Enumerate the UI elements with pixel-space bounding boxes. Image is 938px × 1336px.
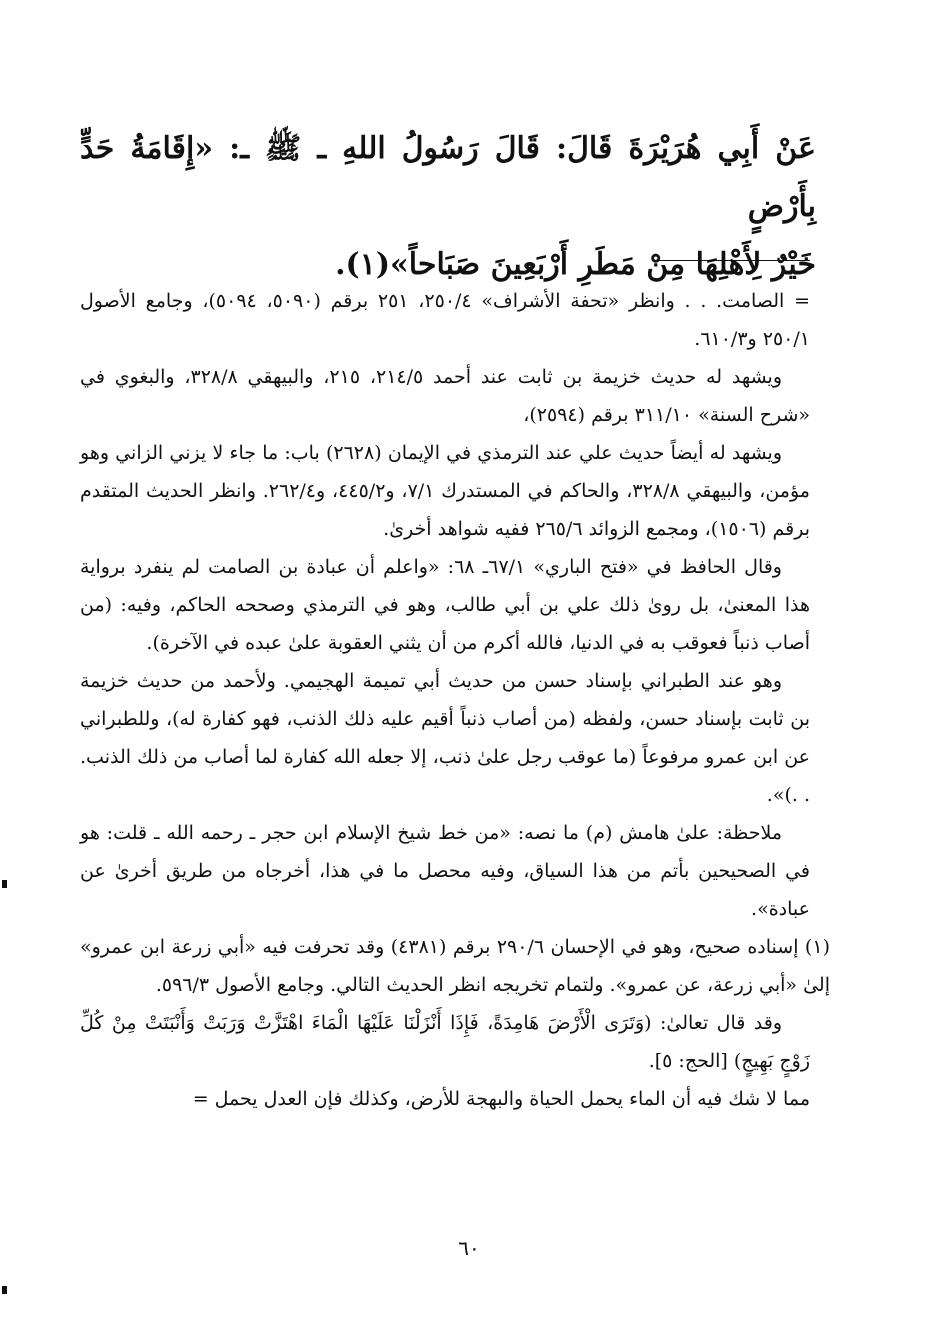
note-paragraph: ويشهد له أيضاً حديث علي عند الترمذي في الإيمان (٢٦٢٨) باب: ما جاء لا يزني الزاني وهو مؤمن، والبيهقي ٣٢٨/٨، والحاكم في المستدرك ٧/١، و٤٤٥/٢، و٢٦٢/٤. وانظر الحديث المتقدم برقم (١٥٠٦)، ومجمع الزوائد ٢٦٥/٦ ففيه شواهد أخرىٰ. (80, 442, 810, 540)
scan-mark (2, 1286, 7, 1294)
note-paragraph: وقد قال تعالىٰ: (وَتَرَى الْأَرْضَ هَامِدَةً، فَإِذَا أَنْزَلْنَا عَلَيْهَا الْمَاءَ اهْتَزَّتْ وَرَبَتْ وَأَنْبَتَتْ مِنْ كُلِّ زَوْجٍ بَهِيجٍ) [الحج: ٥]. (80, 1012, 810, 1072)
note-paragraph: مما لا شك فيه أن الماء يحمل الحياة والبهجة للأرض، وكذلك فإن العدل يحمل = (192, 1088, 810, 1110)
note-paragraph: ملاحظة: علىٰ هامش (م) ما نصه: «من خط شيخ الإسلام ابن حجر ـ رحمه الله ـ قلت: هو في الصحيحين بأتم من هذا السياق، وفيه محصل ما في هذا، أخرجاه من طريق أخرىٰ عن عبادة». (80, 822, 810, 920)
note-paragraph: = الصامت. . . وانظر «تحفة الأشراف» ٢٥٠/٤، ٢٥١ برقم (٥٠٩٠، ٥٠٩٤)، وجامع الأصول ٢٥٠/١ و٦١٠/٣. (80, 290, 811, 350)
footnotes-block (80, 282, 830, 1118)
footnote-separator (652, 260, 810, 261)
page-number: ٦٠ (458, 1236, 480, 1260)
note-paragraph: وهو عند الطبراني بإسناد حسن من حديث أبي تميمة الهجيمي. ولأحمد من حديث خزيمة بن ثابت بإسناد حسن، ولفظه (من أصاب ذنباً أقيم عليه ذلك الذنب، فهو كفارة له)، وللطبراني عن ابن عمرو مرفوعاً (ما عوقب رجل علىٰ ذنب، إلا جعله الله كفارة لما أصاب من ذلك الذنب. . .)». (80, 670, 810, 806)
footnote-1: (١) إسناده صحيح، وهو في الإحسان ٢٩٠/٦ برقم (٤٣٨١) وقد تحرفت فيه «أبي زرعة ابن عمرو» إلىٰ «أبي زرعة، عن عمرو». ولتمام تخريجه انظر الحديث التالي. وجامع الأصول ٥٩٦/٣. (80, 936, 830, 996)
note-paragraph: ويشهد له حديث خزيمة بن ثابت عند أحمد ٢١٤/٥، ٢١٥، والبيهقي ٣٢٨/٨، والبغوي في «شرح السنة» ٣١١/١٠ برقم (٢٥٩٤)، (80, 366, 810, 426)
scan-mark (2, 880, 7, 888)
hadith-line: خَيْرٌ لِأَهْلِهَا مِنْ مَطَرِ أَرْبَعِينَ صَبَاحاً»(١). (335, 247, 816, 282)
hadith-text (80, 120, 816, 294)
note-paragraph: وقال الحافظ في «فتح الباري» ٦٧/١ـ ٦٨: «واعلم أن عبادة بن الصامت لم ينفرد برواية هذا المعنىٰ، بل روىٰ ذلك علي بن أبي طالب، وهو في الترمذي وصححه الحاكم، وفيه: (من أصاب ذنباً فعوقب به في الدنيا، فالله أكرم من أن يثني العقوبة علىٰ عبده في الآخرة). (80, 556, 810, 654)
hadith-line: عَنْ أَبِي هُرَيْرَةَ قَالَ: قَالَ رَسُولُ اللهِ ـ ﷺ ـ: «إِقَامَةُ حَدٍّ بِأَرْضٍ (80, 131, 816, 224)
